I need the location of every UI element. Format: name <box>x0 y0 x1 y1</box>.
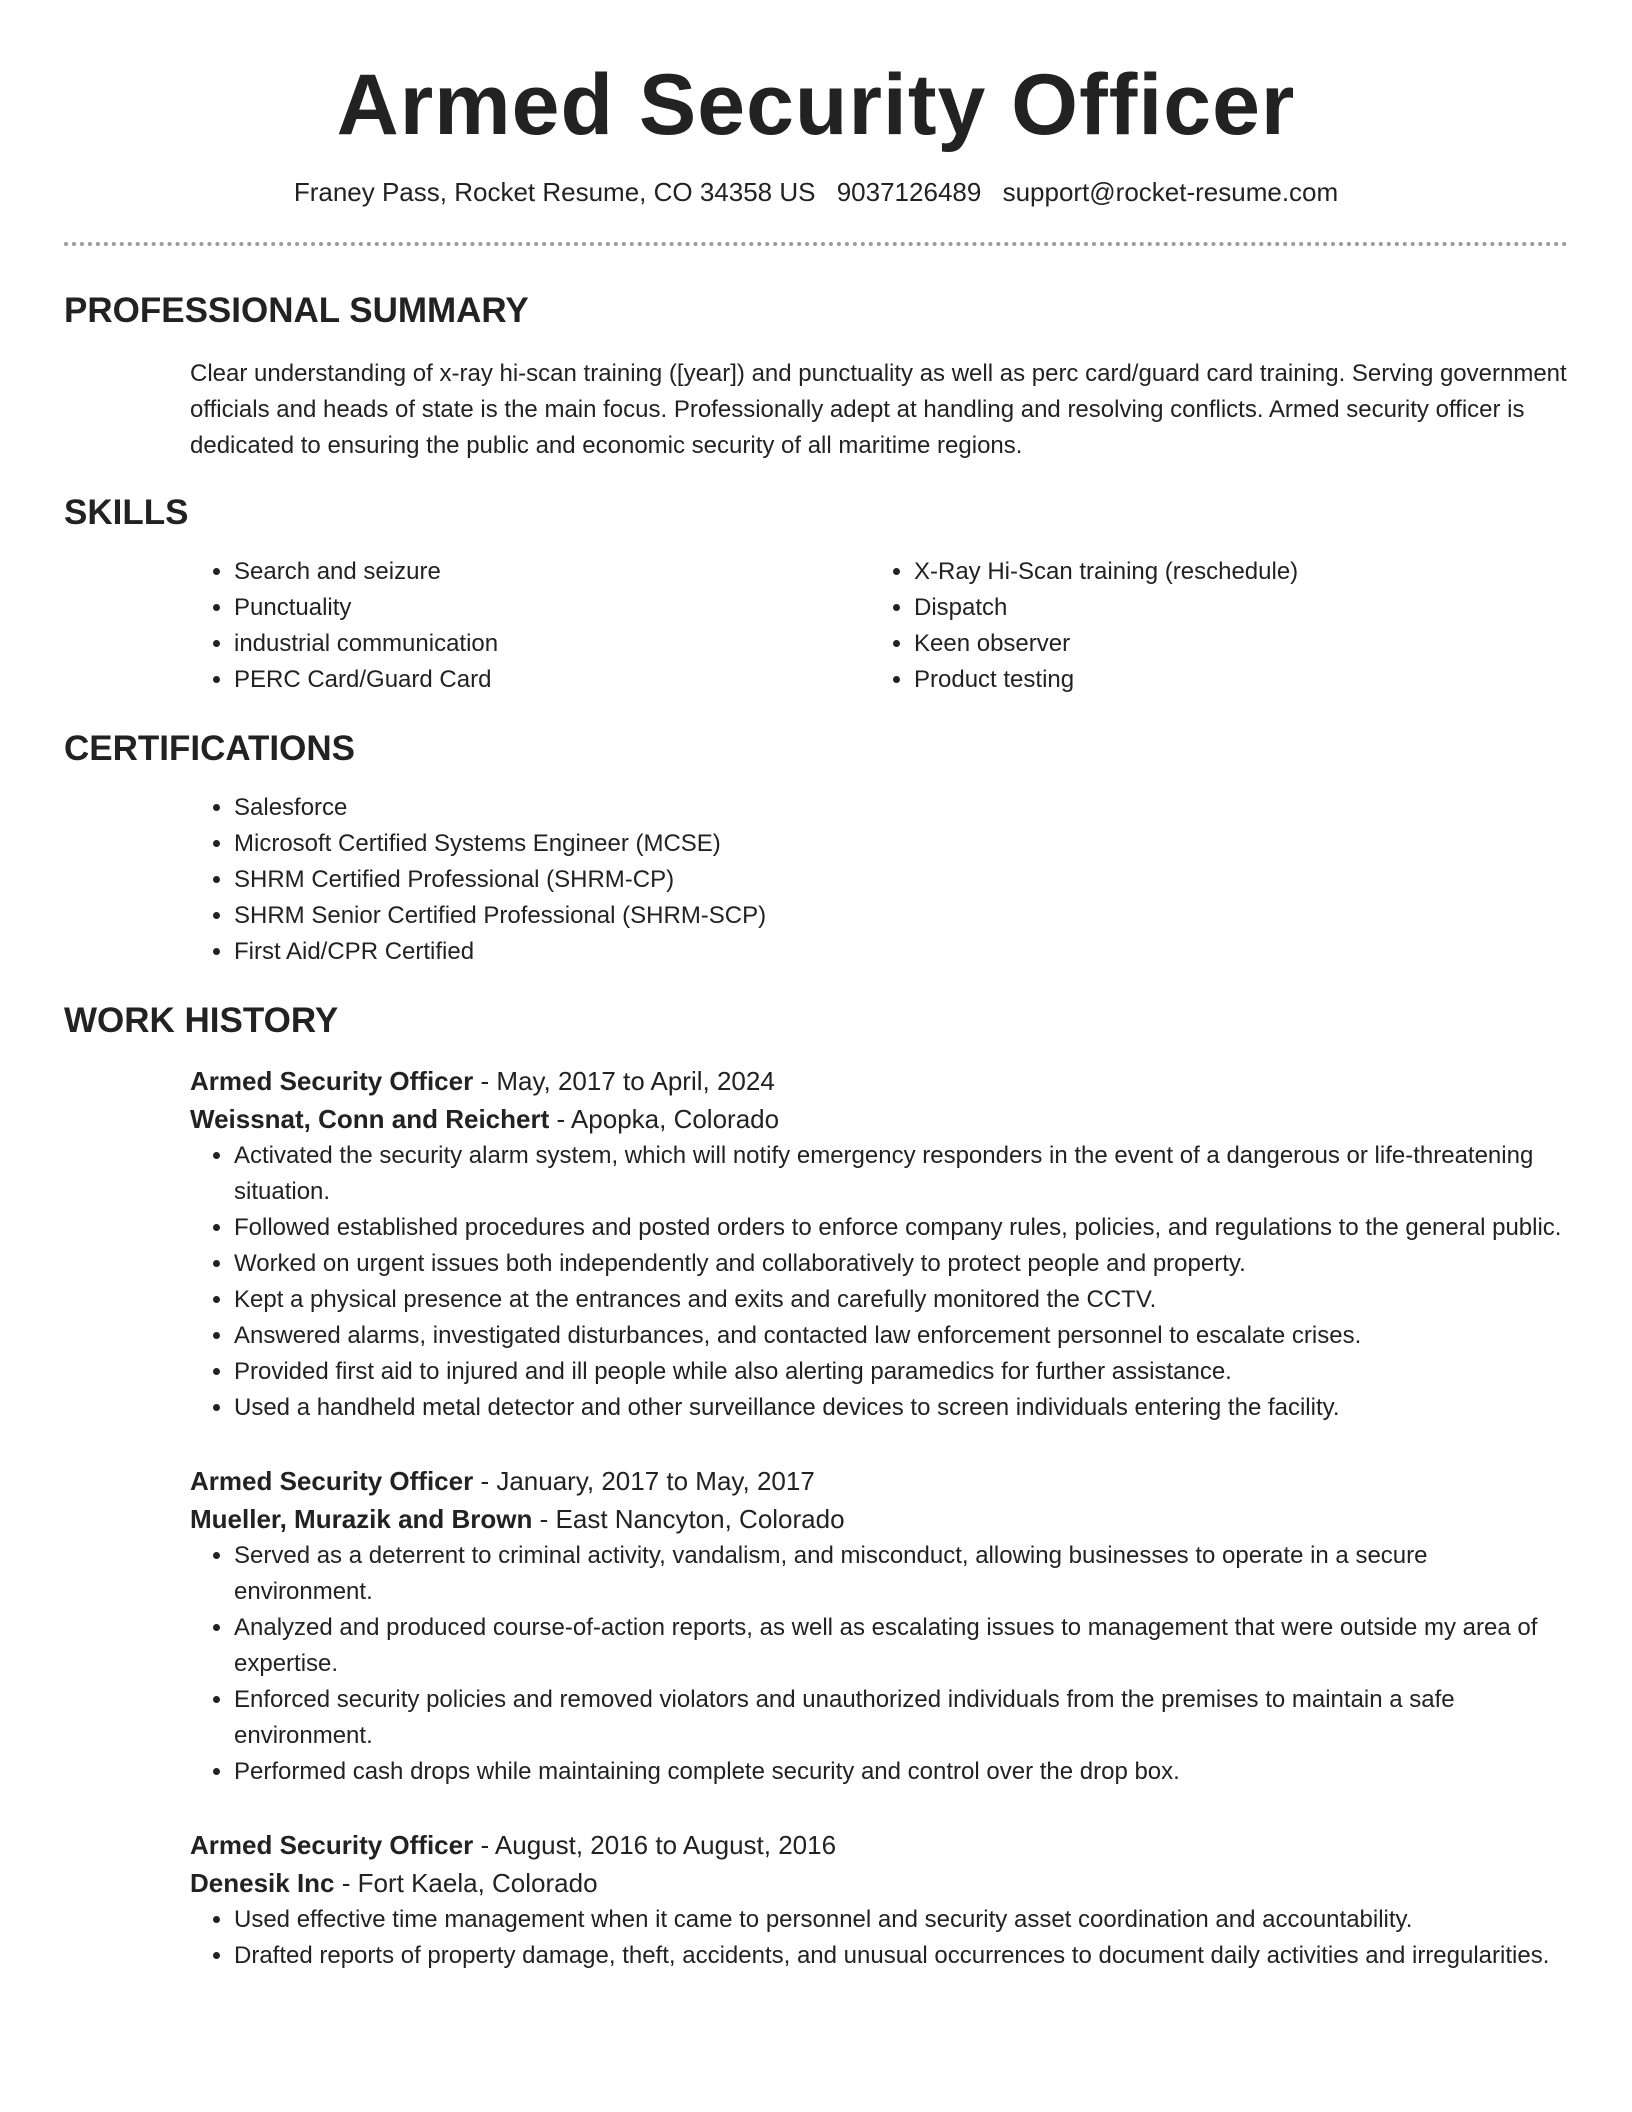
resume-header <box>64 0 1568 208</box>
skill-item: • industrial communication <box>234 626 870 662</box>
job-duties-list <box>190 1138 1568 1426</box>
summary-section <box>64 290 1568 464</box>
job-title-line <box>190 1062 1568 1100</box>
skills-heading: SKILLS <box>64 492 189 532</box>
summary-heading: PROFESSIONAL SUMMARY <box>64 290 529 330</box>
job-duty: • Answered alarms, investigated disturbances, and contacted law enforcement personnel to escalate crises. <box>234 1318 1568 1354</box>
certifications-heading: CERTIFICATIONS <box>64 728 356 768</box>
job-role: Armed Security Officer <box>190 1465 474 1496</box>
skills-list-left <box>190 554 870 698</box>
candidate-name: Armed Security Officer <box>336 57 1296 153</box>
job-dates: - May, 2017 to April, 2024 <box>473 1065 775 1096</box>
job-role: Armed Security Officer <box>190 1065 474 1096</box>
skill-item: • Keen observer <box>914 626 1550 662</box>
skill-item: • X-Ray Hi-Scan training (reschedule) <box>914 554 1550 590</box>
job-duty: • Worked on urgent issues both independently and collaboratively to protect people and property. <box>234 1246 1568 1282</box>
skill-item: • Dispatch <box>914 590 1550 626</box>
job-entry <box>64 1462 1568 1790</box>
summary-text: Clear understanding of x-ray hi-scan training ([year]) and punctuality as well as perc card/guard card training. Serving government officials and heads of state is the main focus. Professionally adept at handling and resolving conflicts. Armed security officer is dedicated to ensuring the public and economic security of all maritime regions. <box>190 359 1567 459</box>
job-entry <box>64 1826 1568 1974</box>
job-title-line <box>190 1462 1568 1500</box>
job-location: - Apopka, Colorado <box>549 1103 780 1134</box>
job-duty: • Provided first aid to injured and ill people while also alerting paramedics for further assistance. <box>234 1354 1568 1390</box>
job-company: Weissnat, Conn and Reichert <box>190 1103 550 1134</box>
job-location: - East Nancyton, Colorado <box>532 1503 845 1534</box>
job-duty: • Used a handheld metal detector and other surveillance devices to screen individuals entering the facility. <box>234 1390 1568 1426</box>
job-title-line <box>190 1826 1568 1864</box>
job-dates: - August, 2016 to August, 2016 <box>473 1829 837 1860</box>
job-duty: • Analyzed and produced course-of-action reports, as well as escalating issues to management that were outside my area of expertise. <box>234 1610 1568 1682</box>
job-duty: • Used effective time management when it came to personnel and security asset coordination and accountability. <box>234 1902 1568 1938</box>
header-divider <box>64 242 1568 246</box>
job-duties-list <box>190 1538 1568 1790</box>
job-company-line <box>190 1100 1568 1138</box>
job-duty: • Performed cash drops while maintaining complete security and control over the drop box. <box>234 1754 1568 1790</box>
job-dates: - January, 2017 to May, 2017 <box>473 1465 815 1496</box>
job-location: - Fort Kaela, Colorado <box>334 1867 598 1898</box>
work-history-section <box>64 1000 1568 1974</box>
certifications-section <box>64 728 1568 970</box>
job-role: Armed Security Officer <box>190 1829 474 1860</box>
contact-phone: 9037126489 <box>836 176 982 207</box>
certifications-list <box>190 790 1568 970</box>
job-duty: • Enforced security policies and removed violators and unauthorized individuals from the premises to maintain a safe environment. <box>234 1682 1568 1754</box>
job-company: Denesik Inc <box>190 1867 335 1898</box>
skill-item: • Product testing <box>914 662 1550 698</box>
skill-item: • Search and seizure <box>234 554 870 590</box>
job-duty: • Activated the security alarm system, which will notify emergency responders in the event of a dangerous or life-threatening situation. <box>234 1138 1568 1210</box>
job-duty: • Followed established procedures and posted orders to enforce company rules, policies, and regulations to the general public. <box>234 1210 1568 1246</box>
certification-item: • Salesforce <box>234 790 1568 826</box>
contact-email[interactable]: support@rocket-resume.com <box>1002 176 1339 207</box>
job-company: Mueller, Murazik and Brown <box>190 1503 533 1534</box>
contact-line <box>64 177 1568 208</box>
certification-item: • SHRM Certified Professional (SHRM-CP) <box>234 862 1568 898</box>
job-company-line <box>190 1864 1568 1902</box>
certification-item: • First Aid/CPR Certified <box>234 934 1568 970</box>
job-company-line <box>190 1500 1568 1538</box>
skills-list-right <box>870 554 1550 698</box>
skill-item: • PERC Card/Guard Card <box>234 662 870 698</box>
contact-address: Franey Pass, Rocket Resume, CO 34358 US <box>293 176 816 207</box>
job-duty: • Drafted reports of property damage, theft, accidents, and unusual occurrences to document daily activities and irregularities. <box>234 1938 1568 1974</box>
certification-item: • Microsoft Certified Systems Engineer (MCSE) <box>234 826 1568 862</box>
job-duties-list <box>190 1902 1568 1974</box>
job-entry <box>64 1062 1568 1426</box>
job-duty: • Served as a deterrent to criminal activity, vandalism, and misconduct, allowing businesses to operate in a secure environment. <box>234 1538 1568 1610</box>
skill-item: • Punctuality <box>234 590 870 626</box>
work-history-heading: WORK HISTORY <box>64 1000 339 1040</box>
job-duty: • Kept a physical presence at the entrances and exits and carefully monitored the CCTV. <box>234 1282 1568 1318</box>
skills-section <box>64 492 1568 698</box>
certification-item: • SHRM Senior Certified Professional (SHRM-SCP) <box>234 898 1568 934</box>
